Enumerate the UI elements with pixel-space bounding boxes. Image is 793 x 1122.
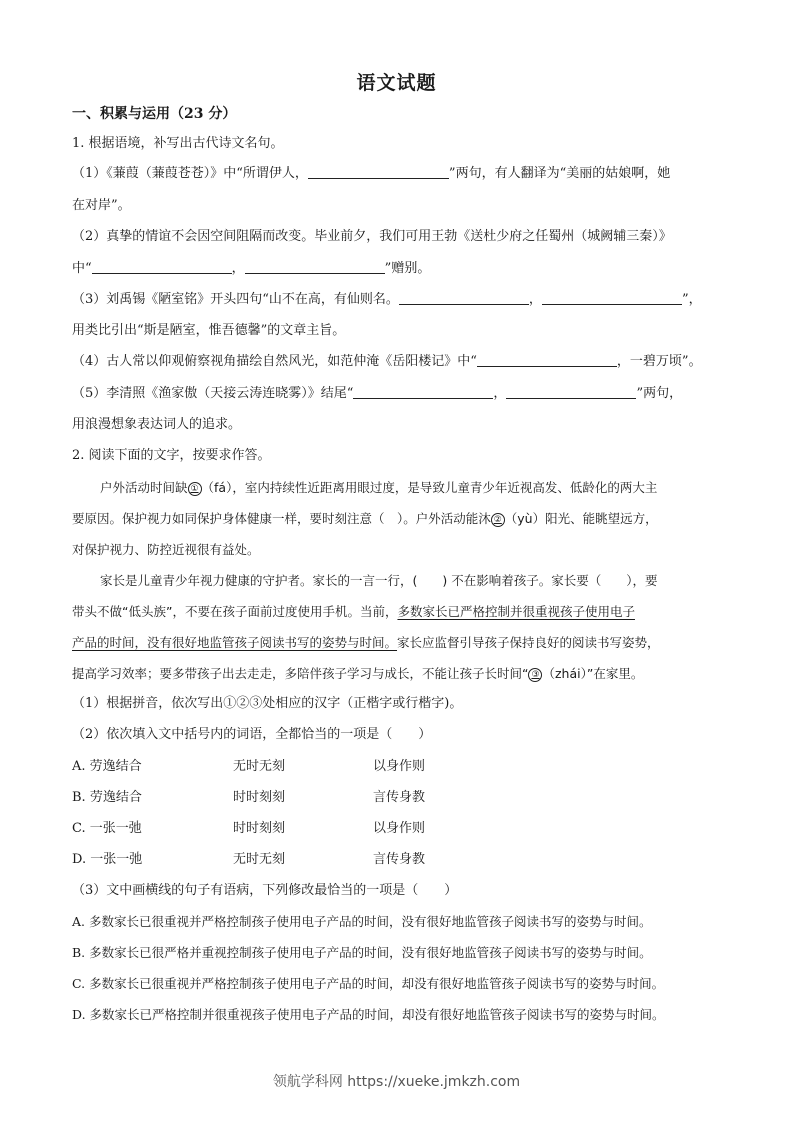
q2-sub3-option-c[interactable]: C. 多数家长已很重视并严格控制孩子使用电子产品的时间，却没有很好地监管孩子阅读书写的姿势与时间。 [72,976,665,991]
answer-blank[interactable] [506,384,636,399]
answer-blank[interactable] [92,259,232,274]
option-label: D. 一张一弛 [72,852,143,867]
passage-para1-line3: 对保护视力、防控近视很有益处。 [72,542,260,557]
option-word: 时时刻刻 [233,790,286,805]
passage-text: 提高学习效率；要多带孩子出去走走，多陪伴孩子学习与成长，不能让孩子长时间“ [72,666,529,681]
passage-para1-line1 [100,478,657,498]
q1-item-3-sep: ， [528,292,542,307]
passage-text: （fá），室内持续性近距离用眼过度，是导致儿童青少年近视高发、低龄化的两大主 [201,480,658,495]
q1-item-3-text-a: （3）刘禹锡《陋室铭》开头四句“山不在高，有仙则名。 [72,292,399,307]
question-2-stem: 2. 阅读下面的文字，按要求作答。 [72,448,271,463]
option-label: B. 劳逸结合 [72,790,142,805]
q1-item-1-line2: 在对岸”。 [72,198,131,213]
q1-item-1-text-b: ”两句，有人翻译为“美丽的姑娘啊，她 [448,166,671,181]
q1-item-4-text-b: ，一碧万顷”。 [616,354,702,369]
option-label: A. 劳逸结合 [72,759,142,774]
answer-blank[interactable] [245,259,385,274]
passage-text: 要原因。保护视力如同保护身体健康一样，要时刻注意（ ）。户外活动能沐 [72,511,491,526]
q1-item-2-line1: （2）真挚的情谊不会因空间阻隔而改变。毕业前夕，我们可用王勃《送杜少府之任蜀州（城阙辅三秦）》 [72,229,672,244]
q1-item-5-line2: 用浪漫想象表达词人的追求。 [72,417,242,432]
option-word: 时时刻刻 [233,821,286,836]
q2-sub3-option-d[interactable]: D. 多数家长已严格控制并很重视孩子使用电子产品的时间，却没有很好地监管孩子阅读书写的姿势与时间。 [72,1007,665,1022]
option-word: 无时无刻 [233,759,286,774]
option-word: 言传身教 [373,790,426,805]
q1-item-5-line1 [72,384,682,404]
q1-item-4-line1 [72,352,702,372]
q1-item-2-line2 [72,259,430,279]
option-word: 无时无刻 [233,852,286,867]
option-label: C. 一张一弛 [72,821,142,836]
answer-blank[interactable] [308,164,449,179]
blank-marker: ③ [528,668,542,682]
answer-blank[interactable] [399,290,529,305]
q1-item-3-text-b: ”， [681,292,702,307]
section-heading: 一、积累与运用（23 分） [72,106,237,122]
q1-item-1-text-a: （1）《蒹葭（蒹葭苍苍）》中“所谓伊人， [72,166,308,181]
blank-marker: ① [188,482,202,496]
q1-item-3-line1 [72,290,702,310]
q2-sub2: （2）依次填入文中括号内的词语，全都恰当的一项是（ ） [72,727,432,742]
q2-sub3-option-b[interactable]: B. 多数家长已很严格并重视控制孩子使用电子产品的时间，没有很好地监管孩子阅读书写的姿势与时间。 [72,945,652,960]
q1-item-2-text-a: 中“ [72,261,92,276]
underlined-sentence: 产品的时间，没有很好地监管孩子阅读书写的姿势与时间。 [72,635,398,650]
option-word: 言传身教 [373,852,426,867]
q1-item-2-sep: ， [231,261,245,276]
underlined-sentence: 多数家长已严格控制并很重视孩子使用电子 [397,604,635,619]
question-1-stem: 1. 根据语境，补写出古代诗文名句。 [72,136,284,151]
page-title: 语文试题 [356,72,437,94]
passage-para2-line1: 家长是儿童青少年视力健康的守护者。家长的一言一行，( ) 不在影响着孩子。家长要（ ），要 [100,573,658,588]
q2-sub3-option-a[interactable]: A. 多数家长已很重视并严格控制孩子使用电子产品的时间，没有很好地监管孩子阅读书写的姿势与时间。 [72,914,652,929]
passage-text: 家长应监督引导孩子保持良好的阅读书写姿势， [397,635,660,650]
q1-item-5-text-a: （5）李清照《渔家傲（天接云涛连晓雾）》结尾“ [72,386,354,401]
answer-blank[interactable] [477,352,617,367]
passage-para2-line4 [72,664,643,684]
passage-text: （yù）阳光、能眺望远方， [504,511,658,526]
answer-blank[interactable] [542,290,682,305]
q1-item-1-line1 [72,164,670,184]
passage-text: （zhái）”在家里。 [542,666,644,681]
passage-text: 带头不做“低头族”，不要在孩子面前过度使用手机。当前， [72,604,398,619]
passage-para2-line3 [72,633,660,653]
q1-item-4-text-a: （4）古人常以仰观俯察视角描绘自然风光，如范仲淹《岳阳楼记》中“ [72,354,477,369]
q1-item-5-text-b: ”两句， [636,386,683,401]
q2-sub3: （3）文中画横线的句子有语病，下列修改最恰当的一项是（ ） [72,883,458,898]
passage-text: 户外活动时间缺 [100,480,188,495]
option-word: 以身作则 [373,759,426,774]
option-word: 以身作则 [373,821,426,836]
q1-item-5-sep: ， [493,386,507,401]
passage-para1-line2 [72,509,658,529]
footer-watermark: 领航学科网 https://xueke.jmkzh.com [272,1074,521,1090]
q1-item-2-text-b: ”赠别。 [384,261,431,276]
q2-sub1: （1）根据拼音，依次写出①②③处相应的汉字（正楷字或行楷字)。 [72,696,463,711]
blank-marker: ② [491,513,505,527]
answer-blank[interactable] [353,384,493,399]
passage-para2-line2 [72,602,635,622]
q1-item-3-line2: 用类比引出“斯是陋室，惟吾德馨”的文章主旨。 [72,323,346,338]
